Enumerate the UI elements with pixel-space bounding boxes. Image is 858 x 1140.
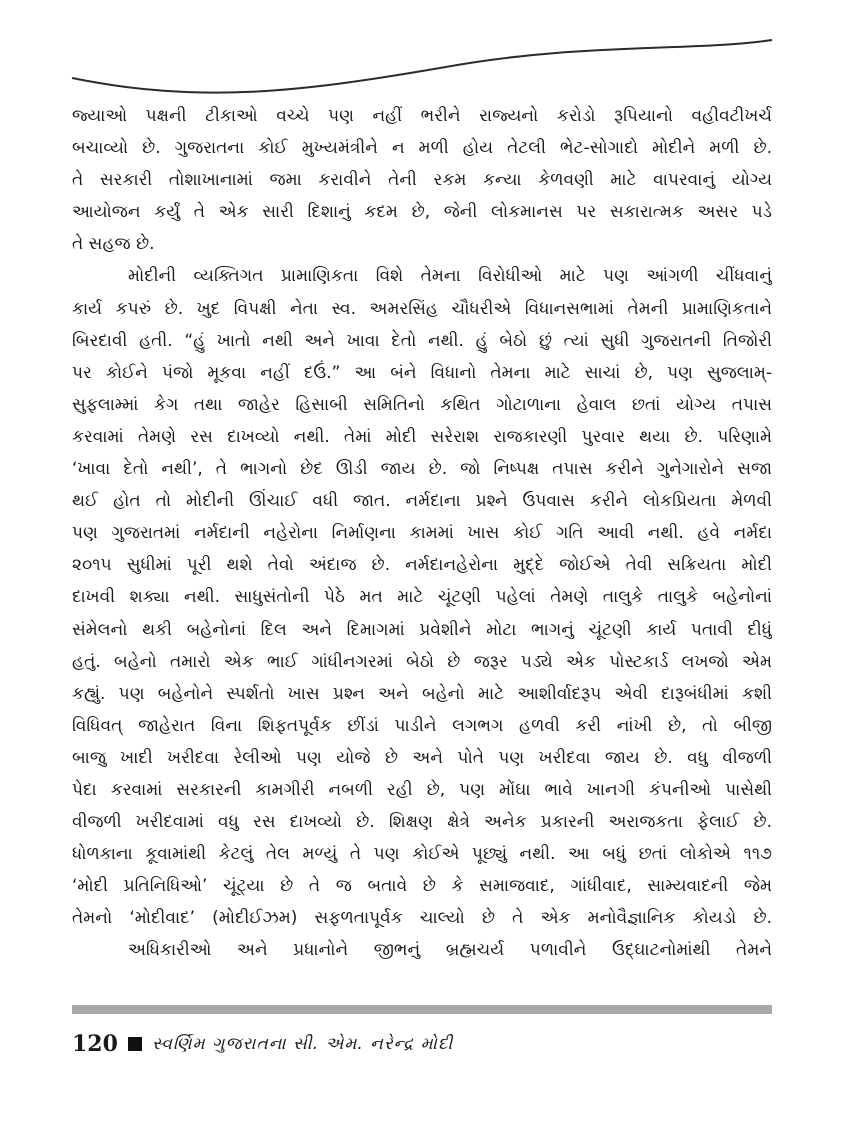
text-line: ધોળકાના કૂવામાંથી કેટલું તેલ મળ્યું તે પણ કોઈએ પૂછ્યું નથી. આ બધું છતાં લોકોએ ૧૧૭ xyxy=(72,844,772,865)
text-line: ‘મોદી પ્રતિનિધિઓ’ ચૂંટ્યા છે તે જ બતાવે છે કે સમાજવાદ, ગાંધીવાદ, સામ્યવાદની જેમ xyxy=(72,876,772,897)
running-title: સ્વર્ણિમ ગુજરાતના સી. એમ. નરેન્દ્ર મોદી xyxy=(151,1034,454,1054)
text-line: ‘ખાવા દેતો નથી’, તે ભાગનો છેદ ઊડી જાય છે. જો નિષ્પક્ષ તપાસ કરીને ગુનેગારોને સજા xyxy=(72,459,772,480)
page-footer xyxy=(72,1026,453,1062)
decorative-wave xyxy=(0,0,858,110)
text-line: બચાવ્યો છે. ગુજરાતના કોઈ મુખ્યમંત્રીને ન મળી હોય તેટલી ભેટ-સોગાદો મોદીને મળી છે. xyxy=(72,138,772,159)
text-line: તે સહજ છે. xyxy=(72,234,155,255)
text-line: દાખવી શક્યા નથી. સાધુસંતોની પેઠે મત માટે ચૂંટણી પહેલાં તેમણે તાલુકે તાલુકે બહેનોનાં xyxy=(72,587,772,608)
body-text xyxy=(72,100,772,967)
text-line: સુફલામ્માં કેગ તથા જાહેર હિસાબી સમિતિનો કથિત ગોટાળાના હેવાલ છતાં યોગ્ય તપાસ xyxy=(72,394,772,415)
text-line: કહ્યું. પણ બહેનોને સ્પર્શતો ખાસ પ્રશ્ન અને બહેનો માટે આશીર્વાદરૂપ એવી દારૂબંધીમાં કશી xyxy=(72,683,772,704)
text-line: બાજુ ખાદી ખરીદવા રેલીઓ પણ યોજે છે અને પોતે પણ ખરીદવા જાય છે. વધુ વીજળી xyxy=(72,747,772,768)
text-line: આયોજન કર્યું તે એક સારી દિશાનું કદમ છે, જેની લોકમાનસ પર સકારાત્મક અસર પડે xyxy=(72,202,772,223)
text-line: પર કોઈને પંજો મૂકવા નહીં દઉં.” આ બંને વિધાનો તેમના માટે સાચાં છે, પણ સુજલામ્- xyxy=(72,362,772,383)
text-line: તે સરકારી તોશાખાનામાં જમા કરાવીને તેની રકમ કન્યા કેળવણી માટે વાપરવાનું યોગ્ય xyxy=(72,170,772,191)
paragraph-start-line: અધિકારીઓ અને પ્રધાનોને જીભનું બ્રહ્મચર્ય પળાવીને ઉદ્ઘાટનોમાંથી તેમને xyxy=(128,940,772,961)
text-line: સંમેલનો થકી બહેનોનાં દિલ અને દિમાગમાં પ્રવેશીને મોટા ભાગનું ચૂંટણી કાર્ય પતાવી દીધું xyxy=(72,619,772,640)
text-line: બિરદાવી હતી. “હું ખાતો નથી અને ખાવા દેતો નથી. હું બેઠો છું ત્યાં સુધી ગુજરાતની તિજોરી xyxy=(72,330,772,351)
text-line: જ્યાઓ પક્ષની ટીકાઓ વચ્ચે પણ નહીં ભરીને રાજ્યનો કરોડો રૂપિયાનો વહીવટીખર્ચ xyxy=(72,106,772,126)
text-line: હતું. બહેનો તમારો એક ભાઈ ગાંધીનગરમાં બેઠો છે જરૂર પડ્યે એક પોસ્ટકાર્ડ લખજો એમ xyxy=(72,651,772,672)
text-line: થઈ હોત તો મોદીની ઊંચાઈ વધી જાત. નર્મદાના પ્રશ્ને ઉપવાસ કરીને લોકપ્રિયતા મેળવી xyxy=(72,491,772,512)
text-line: પણ ગુજરાતમાં નર્મદાની નહેરોના નિર્માણના કામમાં ખાસ કોઈ ગતિ આવી નથી. હવે નર્મદા xyxy=(72,523,772,544)
text-line: વિધિવત્ જાહેરાત વિના શિફતપૂર્વક છીંડાં પાડીને લગભગ હળવી કરી નાંખી છે, તો બીજી xyxy=(72,715,772,736)
page-number: 120 xyxy=(72,1031,118,1057)
text-line: ૨૦૧૫ સુધીમાં પૂરી થશે તેવો અંદાજ છે. નર્મદાનહેરોના મુદ્દે જોઈએ તેવી સક્રિયતા મોદી xyxy=(72,555,772,576)
footer-rule xyxy=(72,1005,772,1014)
square-bullet-icon xyxy=(128,1037,142,1051)
text-line: પેદા કરવામાં સરકારની કામગીરી નબળી રહી છે, પણ મોંઘા ભાવે ખાનગી કંપનીઓ પાસેથી xyxy=(72,779,772,800)
paragraph-start-line: મોદીની વ્યક્તિગત પ્રામાણિકતા વિશે તેમના વિરોધીઓ માટે પણ આંગળી ચીંધવાનું xyxy=(128,266,772,287)
text-line: તેમનો ‘મોદીવાદ’ (મોદીઈઝમ) સફળતાપૂર્વક ચાલ્યો છે તે એક મનોવૈજ્ઞાનિક કોયડો છે. xyxy=(72,908,772,929)
text-line: કરવામાં તેમણે રસ દાખવ્યો નથી. તેમાં મોદી સરેરાશ રાજકારણી પુરવાર થયા છે. પરિણામે xyxy=(72,426,772,447)
text-line: વીજળી ખરીદવામાં વધુ રસ દાખવ્યો છે. શિક્ષણ ક્ષેત્રે અનેક પ્રકારની અરાજકતા ફેલાઈ છે. xyxy=(72,812,772,833)
text-line: કાર્ય કપરું છે. ખુદ વિપક્ષી નેતા સ્વ. અમરસિંહ ચૌધરીએ વિધાનસભામાં તેમની પ્રામાણિકતાને xyxy=(72,298,772,319)
